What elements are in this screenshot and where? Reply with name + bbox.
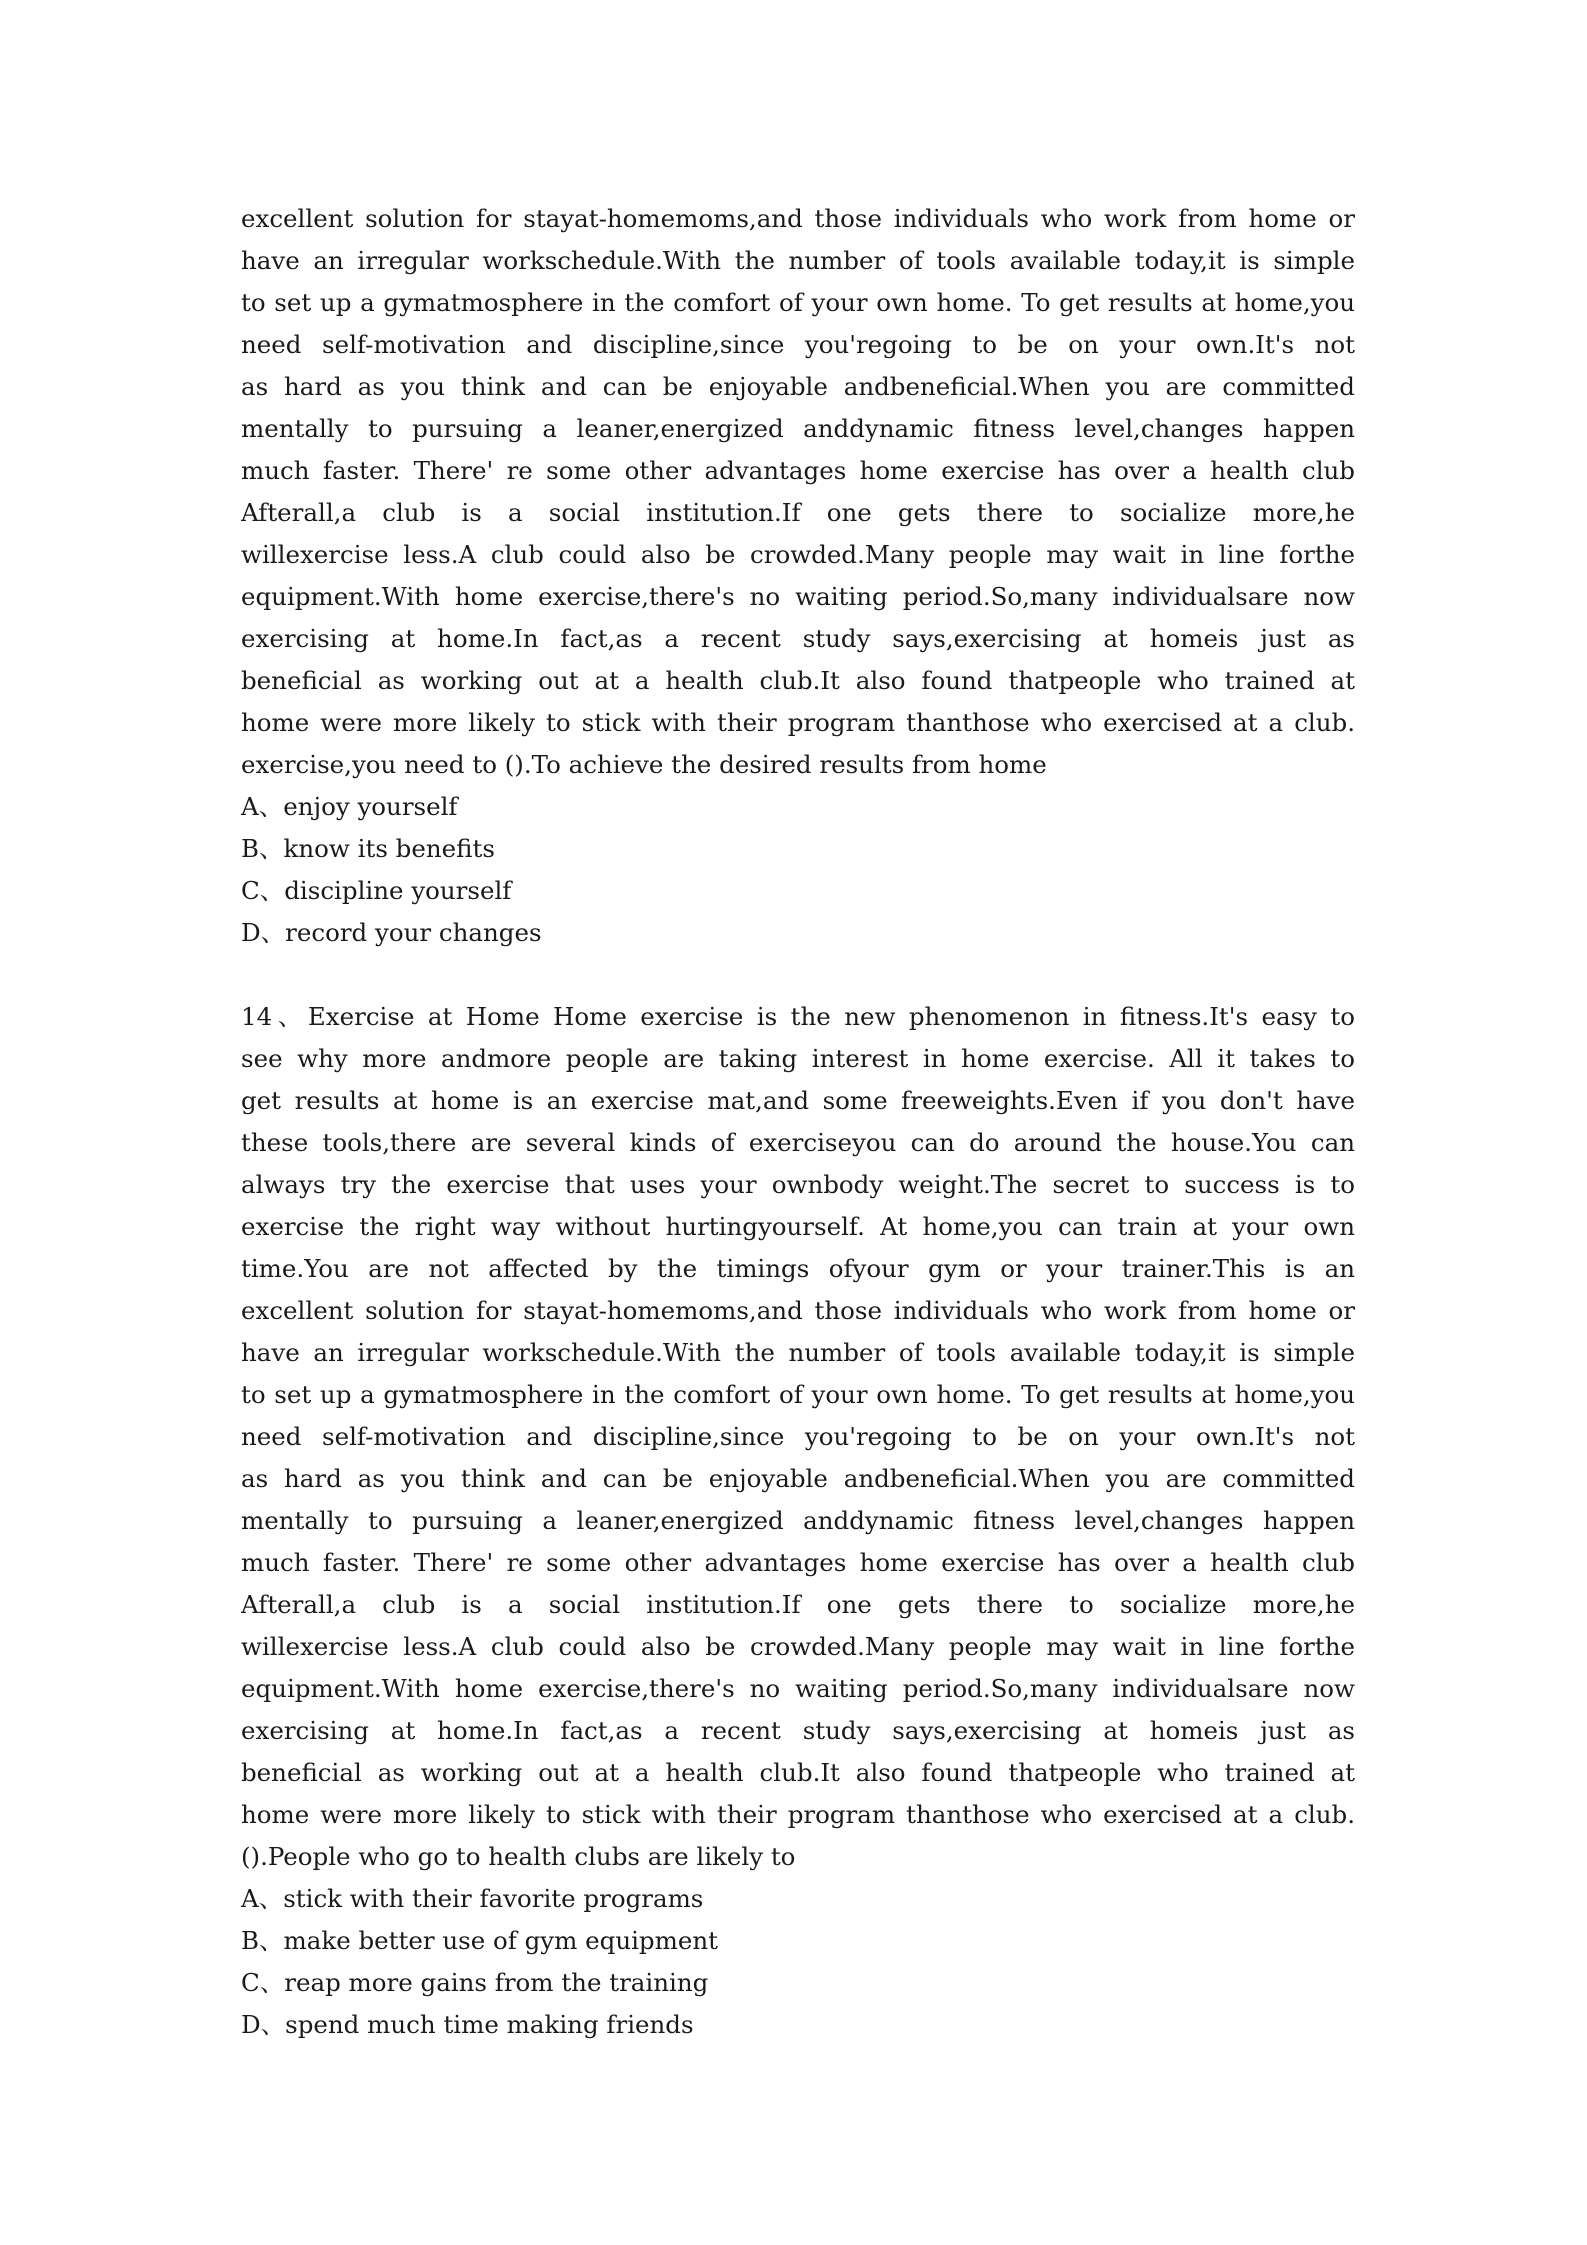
passage-line: exercising at home.In fact,as a recent study says,exercising at homeis just as: [241, 624, 1355, 653]
section-spacer: [241, 954, 1355, 996]
passage-line: as hard as you think and can be enjoyable andbeneficial.When you are committed: [241, 372, 1355, 401]
answer-option-a[interactable]: A、stick with their favorite programs: [241, 1884, 704, 1913]
passage-line: mentally to pursuing a leaner,energized anddynamic fitness level,changes happen: [241, 414, 1355, 443]
answer-option-a[interactable]: A、enjoy yourself: [241, 792, 458, 821]
answer-option-d[interactable]: D、record your changes: [241, 918, 542, 947]
answer-option-b[interactable]: B、know its benefits: [241, 834, 495, 863]
answer-option-c[interactable]: C、reap more gains from the training: [241, 1968, 709, 1997]
passage-line: equipment.With home exercise,there's no waiting period.So,many individualsare now: [241, 582, 1355, 611]
passage-line: much faster. There' re some other advantages home exercise has over a health club: [241, 1548, 1355, 1577]
passage-line: time.You are not affected by the timings ofyour gym or your trainer.This is an: [241, 1254, 1355, 1283]
passage-line: see why more andmore people are taking interest in home exercise. All it takes to: [241, 1044, 1355, 1073]
passage-line: to set up a gymatmosphere in the comfort of your own home. To get results at home,you: [241, 1380, 1355, 1409]
passage-block-1: [241, 198, 1355, 954]
document-page: [241, 198, 1355, 2046]
question-stem-2: ().People who go to health clubs are likely to: [241, 1842, 796, 1871]
passage-line: Afterall,a club is a social institution.If one gets there to socialize more,he: [241, 498, 1355, 527]
passage-line: as hard as you think and can be enjoyable andbeneficial.When you are committed: [241, 1464, 1355, 1493]
passage-line: beneficial as working out at a health club.It also found thatpeople who trained at: [241, 666, 1355, 695]
passage-line: much faster. There' re some other advantages home exercise has over a health club: [241, 456, 1355, 485]
passage-block-2: [241, 996, 1355, 2046]
passage-line: excellent solution for stayat-homemoms,and those individuals who work from home or: [241, 204, 1355, 233]
answer-option-b[interactable]: B、make better use of gym equipment: [241, 1926, 718, 1955]
passage-line: willexercise less.A club could also be crowded.Many people may wait in line forthe: [241, 1632, 1355, 1661]
answer-option-d[interactable]: D、spend much time making friends: [241, 2010, 694, 2039]
passage-line: home were more likely to stick with their program thanthose who exercised at a club.: [241, 1800, 1355, 1829]
passage-line: need self-motivation and discipline,since you'regoing to be on your own.It's not: [241, 1422, 1355, 1451]
question-stem-1: exercise,you need to ().To achieve the desired results from home: [241, 750, 1047, 779]
passage-line: to set up a gymatmosphere in the comfort of your own home. To get results at home,you: [241, 288, 1355, 317]
passage-line: willexercise less.A club could also be crowded.Many people may wait in line forthe: [241, 540, 1355, 569]
passage-line: always try the exercise that uses your ownbody weight.The secret to success is to: [241, 1170, 1355, 1199]
passage-line: have an irregular workschedule.With the number of tools available today,it is simple: [241, 1338, 1355, 1367]
answer-options-2: [241, 1878, 1355, 2046]
passage-line: home were more likely to stick with their program thanthose who exercised at a club.: [241, 708, 1355, 737]
passage-line: these tools,there are several kinds of exerciseyou can do around the house.You can: [241, 1128, 1355, 1157]
passage-line: get results at home is an exercise mat,and some freeweights.Even if you don't have: [241, 1086, 1355, 1115]
passage-line: equipment.With home exercise,there's no waiting period.So,many individualsare now: [241, 1674, 1355, 1703]
passage-line: Afterall,a club is a social institution.If one gets there to socialize more,he: [241, 1590, 1355, 1619]
answer-options-1: [241, 786, 1355, 954]
passage-line: excellent solution for stayat-homemoms,and those individuals who work from home or: [241, 1296, 1355, 1325]
passage-line: have an irregular workschedule.With the number of tools available today,it is simple: [241, 246, 1355, 275]
passage-line: exercise the right way without hurtingyourself. At home,you can train at your own: [241, 1212, 1355, 1241]
passage-line: beneficial as working out at a health club.It also found thatpeople who trained at: [241, 1758, 1355, 1787]
passage-line: exercising at home.In fact,as a recent study says,exercising at homeis just as: [241, 1716, 1355, 1745]
passage-line: 14、Exercise at Home Home exercise is the new phenomenon in fitness.It's easy to: [241, 1002, 1355, 1031]
answer-option-c[interactable]: C、discipline yourself: [241, 876, 512, 905]
passage-line: mentally to pursuing a leaner,energized anddynamic fitness level,changes happen: [241, 1506, 1355, 1535]
passage-line: need self-motivation and discipline,since you'regoing to be on your own.It's not: [241, 330, 1355, 359]
